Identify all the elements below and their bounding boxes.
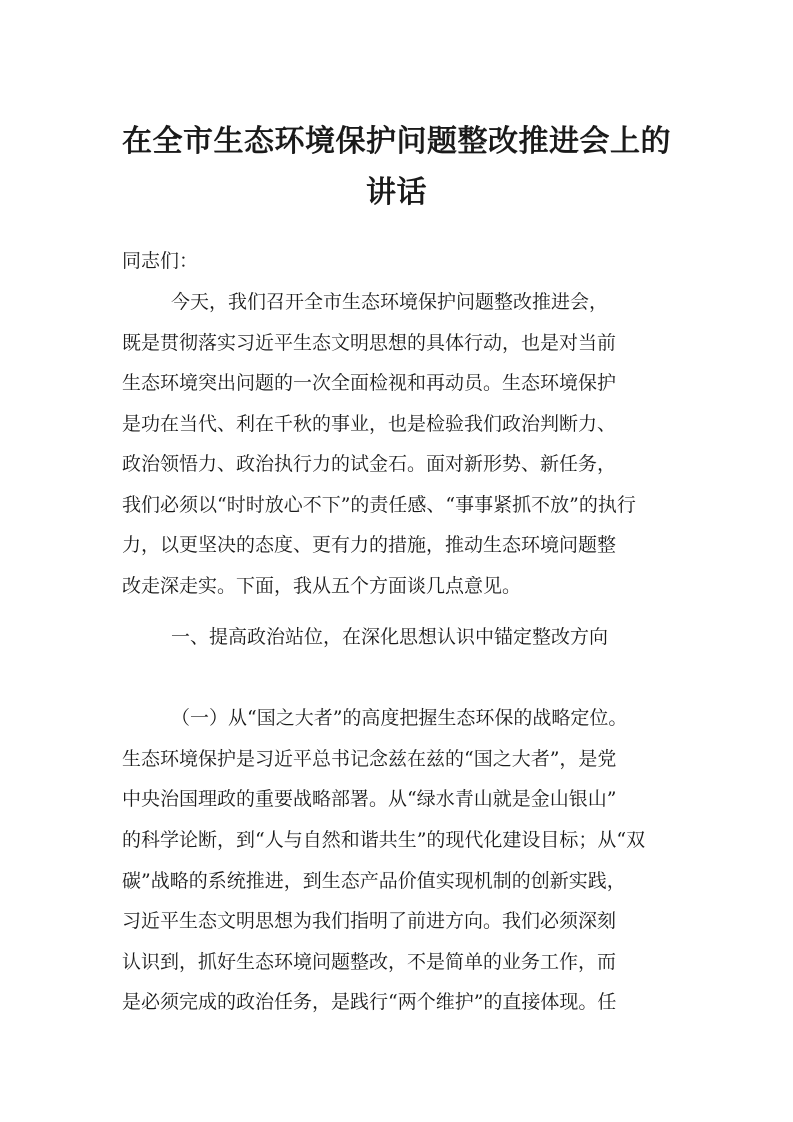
greeting: 同志们： [122, 250, 199, 272]
document-title-line-2: 讲话 [366, 175, 427, 210]
paragraph-1-line-6: 我们必须以“时时放心不下”的责任感、“事事紧抓不放”的执行 [122, 494, 636, 516]
paragraph-1-line-2: 既是贯彻落实习近平生态文明思想的具体行动，也是对当前 [122, 332, 617, 354]
paragraph-1-line-4: 是功在当代、利在千秋的事业，也是检验我们政治判断力、 [122, 413, 617, 435]
paragraph-2-line-1: （一）从“国之大者”的高度把握生态环保的战略定位。 [171, 707, 628, 729]
section-heading: 一、提高政治站位，在深化思想认识中锚定整改方向 [171, 626, 609, 648]
paragraph-2-line-2: 生态环境保护是习近平总书记念兹在兹的“国之大者”，是党 [122, 748, 617, 770]
paragraph-2-line-7: 认识到，抓好生态环境问题整改，不是简单的业务工作，而 [122, 951, 617, 973]
paragraph-2-line-4: 的科学论断，到“人与自然和谐共生”的现代化建设目标；从“双 [122, 829, 646, 851]
document-title-line-1: 在全市生态环境保护问题整改推进会上的 [122, 124, 671, 159]
paragraph-2-line-8: 是必须完成的政治任务，是践行“两个维护”的直接体现。任 [122, 991, 617, 1013]
paragraph-2-line-3: 中央治国理政的重要战略部署。从“绿水青山就是金山银山” [122, 788, 617, 810]
paragraph-2-line-5: 碳”战略的系统推进，到生态产品价值实现机制的创新实践， [122, 870, 626, 892]
paragraph-1-line-1: 今天，我们召开全市生态环境保护问题整改推进会， [171, 291, 609, 313]
paragraph-1-line-5: 政治领悟力、政治执行力的试金石。面对新形势、新任务， [122, 453, 617, 475]
paragraph-1-line-3: 生态环境突出问题的一次全面检视和再动员。生态环境保护 [122, 372, 617, 394]
paragraph-1-line-8: 改走深走实。下面，我从五个方面谈几点意见。 [122, 575, 522, 597]
paragraph-2-line-6: 习近平生态文明思想为我们指明了前进方向。我们必须深刻 [122, 910, 617, 932]
paragraph-1-line-7: 力，以更坚决的态度、更有力的措施，推动生态环境问题整 [122, 534, 617, 556]
